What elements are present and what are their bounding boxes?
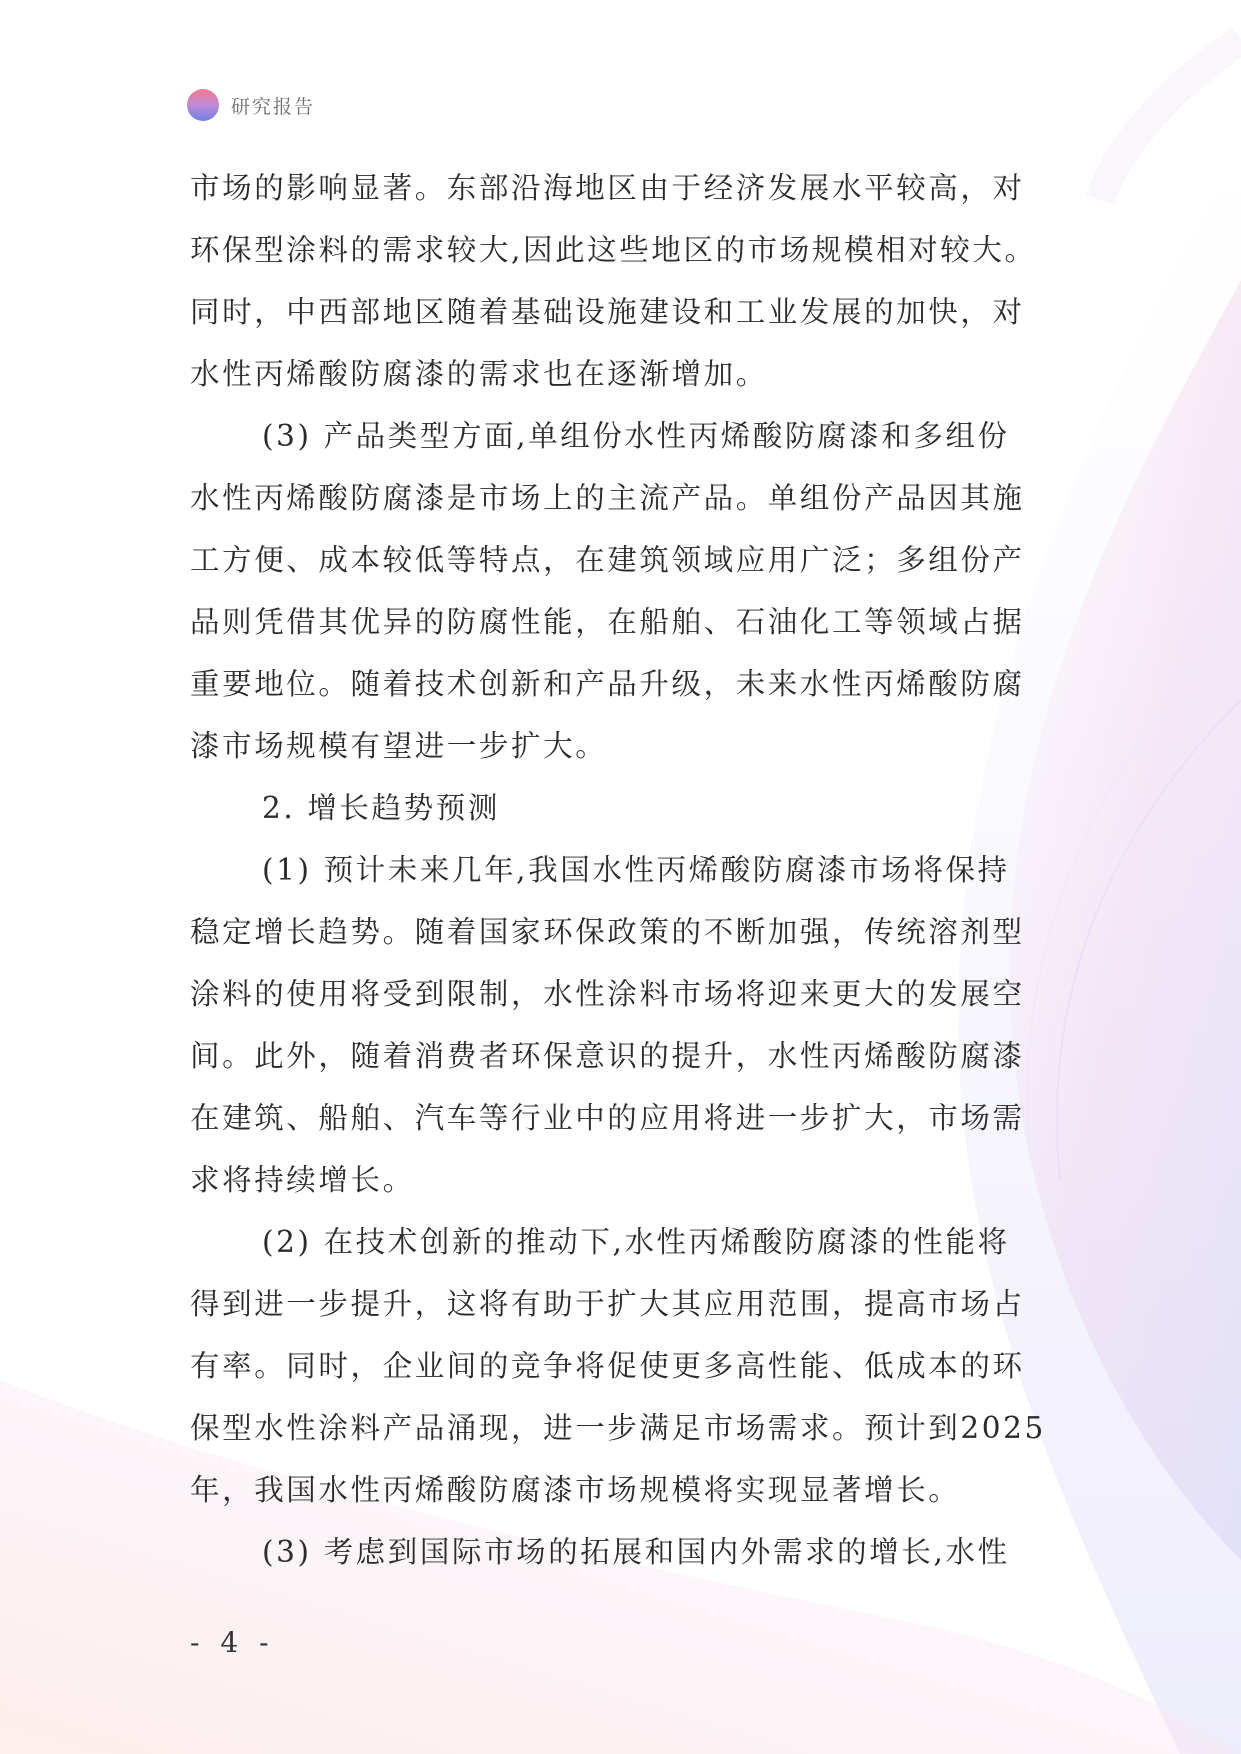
body-line: (3) 考虑到国际市场的拓展和国内外需求的增长,水性	[262, 1535, 1010, 1569]
gradient-circle-icon	[187, 89, 219, 121]
body-line: 工方便、成本较低等特点，在建筑领域应用广泛；多组份产	[190, 543, 1025, 577]
report-body	[190, 157, 1085, 1583]
report-header	[187, 89, 315, 121]
body-line: 漆市场规模有望进一步扩大。	[190, 729, 608, 763]
body-line: 保型水性涂料产品涌现，进一步满足市场需求。预计到2025	[190, 1411, 1046, 1445]
header-title: 研究报告	[231, 95, 316, 118]
body-line: 涂料的使用将受到限制，水性涂料市场将迎来更大的发展空	[190, 977, 1025, 1011]
body-line: 水性丙烯酸防腐漆的需求也在逐渐增加。	[190, 357, 768, 391]
body-line: 得到进一步提升，这将有助于扩大其应用范围，提高市场占	[190, 1287, 1025, 1321]
body-line: 品则凭借其优异的防腐性能，在船舶、石油化工等领域占据	[190, 605, 1025, 639]
body-line: 同时，中西部地区随着基础设施建设和工业发展的加快，对	[190, 295, 1025, 329]
body-line: (3) 产品类型方面,单组份水性丙烯酸防腐漆和多组份	[262, 419, 1010, 453]
body-line: (2) 在技术创新的推动下,水性丙烯酸防腐漆的性能将	[262, 1225, 1010, 1259]
body-line: 稳定增长趋势。随着国家环保政策的不断加强，传统溶剂型	[190, 915, 1025, 949]
body-line: 求将持续增长。	[190, 1163, 415, 1197]
section-heading: 2. 增长趋势预测	[262, 791, 500, 825]
body-line: 市场的影响显著。东部沿海地区由于经济发展水平较高，对	[190, 171, 1025, 205]
body-line: (1) 预计未来几年,我国水性丙烯酸防腐漆市场将保持	[262, 853, 1010, 887]
body-line: 环保型涂料的需求较大,因此这些地区的市场规模相对较大。	[190, 233, 1037, 267]
body-line: 水性丙烯酸防腐漆是市场上的主流产品。单组份产品因其施	[190, 481, 1025, 515]
body-line: 有率。同时，企业间的竞争将促使更多高性能、低成本的环	[190, 1349, 1025, 1383]
body-line: 在建筑、船舶、汽车等行业中的应用将进一步扩大，市场需	[190, 1101, 1025, 1135]
body-line: 年，我国水性丙烯酸防腐漆市场规模将实现显著增长。	[190, 1473, 961, 1507]
page-number: - 4 -	[190, 1626, 275, 1659]
body-line: 重要地位。随着技术创新和产品升级，未来水性丙烯酸防腐	[190, 667, 1025, 701]
body-line: 间。此外，随着消费者环保意识的提升，水性丙烯酸防腐漆	[190, 1039, 1025, 1073]
